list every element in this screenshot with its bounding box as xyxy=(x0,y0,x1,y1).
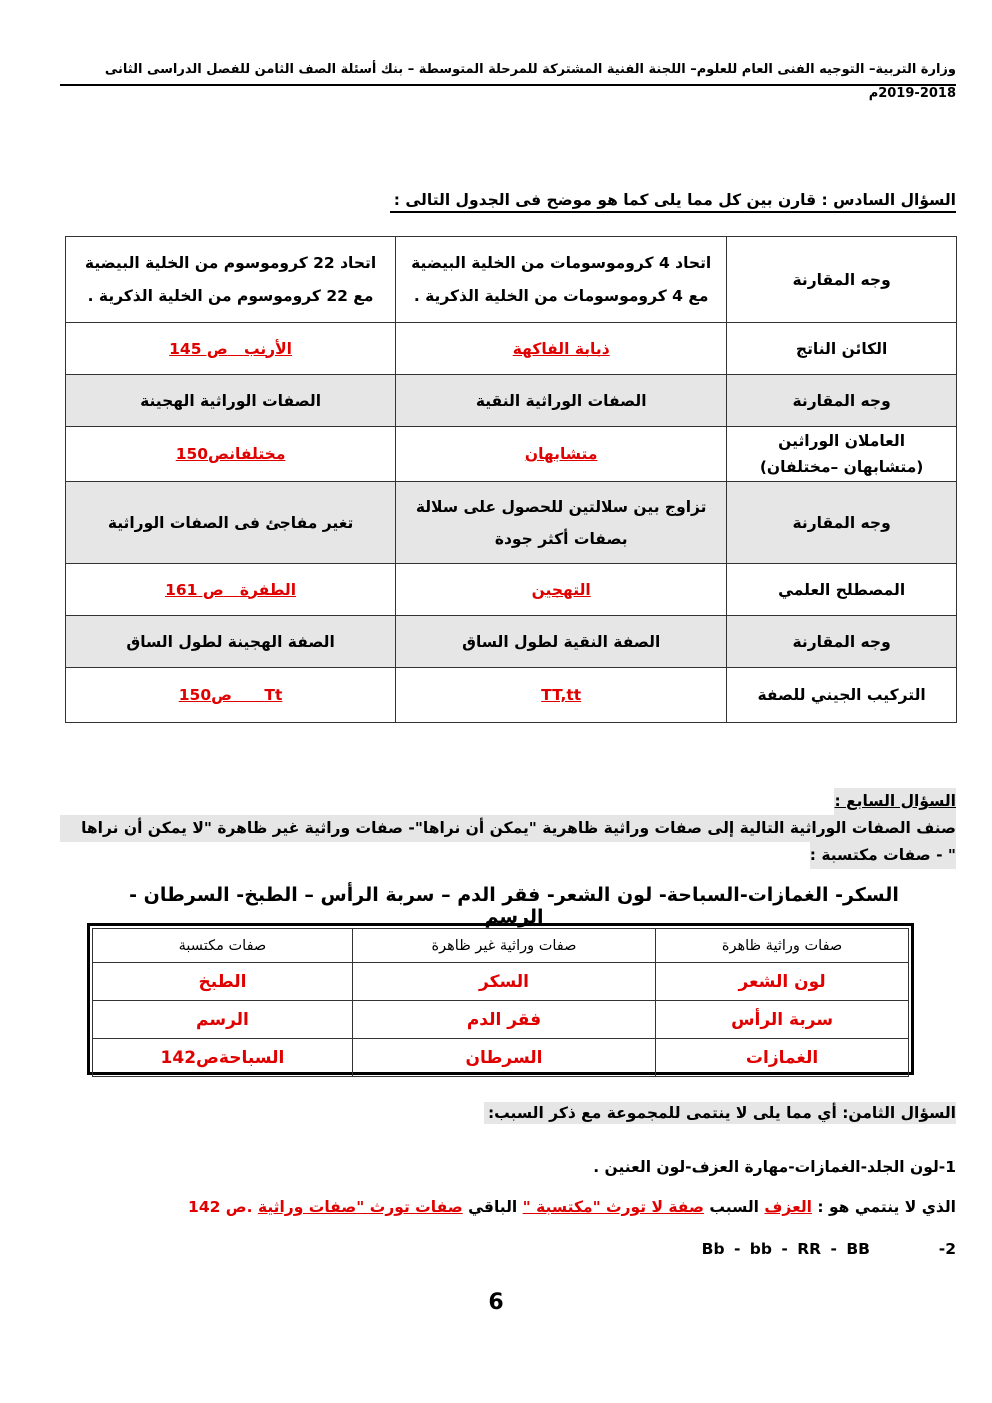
row-label: وجه المقارنة xyxy=(727,375,957,427)
reason-label: السبب xyxy=(709,1198,760,1216)
column-header: صفات وراثية ظاهرة xyxy=(656,929,909,963)
table-cell: الغمازات xyxy=(656,1039,909,1077)
page-ref: ص150 xyxy=(178,686,232,704)
cell-a xyxy=(396,427,727,482)
table-row xyxy=(93,1039,909,1077)
table-cell: الطبخ xyxy=(93,963,353,1001)
cell-b: تغير مفاجئ فى الصفات الوراثية xyxy=(66,482,396,564)
classification-table xyxy=(92,928,909,1077)
traits-list: السكر- الغمازات-السباحة- لون الشعر- فقر الدم – سربة الرأس – الطبخ- السرطان - الرسم xyxy=(129,884,899,928)
cell-line: تزاوج بين سلالتين للحصول على سلالة xyxy=(415,497,707,516)
row-label: وجه المقارنة xyxy=(727,237,957,323)
reason-text: صفة لا تورث "مكتسبة " xyxy=(522,1198,704,1216)
table-row xyxy=(66,668,957,723)
row-label: وجه المقارنة xyxy=(727,482,957,564)
cell-line: اتحاد 22 كروموسوم من الخلية البيضية xyxy=(84,253,377,272)
column-header: صفات مكتسبة xyxy=(93,929,353,963)
question-8-answer xyxy=(188,1198,956,1216)
table-row xyxy=(66,427,957,482)
question-7-line1: صنف الصفات الوراثية التالية إلى صفات وراثية ظاهرية "يمكن أن نراها"- صفات وراثية غير ظاهرة "لا يمكن أن نراها xyxy=(60,815,956,842)
cell-line: مع 4 كروموسومات من الخلية الذكرية . xyxy=(413,286,709,305)
question-8-item-1: 1-لون الجلد-الغمازات-مهارة العزف-لون العنين . xyxy=(593,1158,956,1176)
answer-word: الطفرة xyxy=(239,580,297,599)
answer-word: Tt xyxy=(264,686,283,704)
cell-b xyxy=(66,668,396,723)
row-label xyxy=(727,427,957,482)
column-header: صفات وراثية غير ظاهرة xyxy=(352,929,655,963)
table-cell: فقر الدم xyxy=(352,1001,655,1039)
table-row xyxy=(93,963,909,1001)
table-row xyxy=(66,482,957,564)
question-8-item-2 xyxy=(702,1240,956,1258)
label-line: العاملان الوراثين xyxy=(778,432,906,450)
page-ref: ص 161 xyxy=(165,580,224,599)
question-7-line2: " - صفات مكتسبة : xyxy=(810,842,956,869)
cell-b xyxy=(66,564,396,616)
cell-a xyxy=(396,482,727,564)
answer-text xyxy=(176,445,286,463)
table-row xyxy=(66,237,957,323)
cell-b xyxy=(66,323,396,375)
question-8-title: السؤال الثامن: أي مما يلى لا ينتمى للمجموعة مع ذكر السبب: xyxy=(484,1102,956,1124)
cell-b: الصفات الوراثية الهجينة xyxy=(66,375,396,427)
row-label: المصطلح العلمي xyxy=(727,564,957,616)
page-ref: .ص 142 xyxy=(188,1198,253,1216)
table-row xyxy=(66,375,957,427)
answer-text: التهجين xyxy=(531,580,591,599)
cell-b xyxy=(66,427,396,482)
cell-line: مع 22 كروموسوم من الخلية الذكرية . xyxy=(87,286,374,305)
row-label: الكائن الناتج xyxy=(727,323,957,375)
cell-a: الصفات الوراثية النقية xyxy=(396,375,727,427)
answer-word: الأرنب xyxy=(243,339,292,358)
page-ref: ص 145 xyxy=(169,339,228,358)
cell-line: اتحاد 4 كروموسومات من الخلية البيضية xyxy=(411,253,712,272)
cell-a xyxy=(396,564,727,616)
label-line: (متشابهان –مختلفان) xyxy=(759,458,924,476)
page-ref: ص150 xyxy=(175,445,230,463)
answer-text xyxy=(179,686,283,704)
cell-a: الصفة النقية لطول الساق xyxy=(396,616,727,668)
question-7-title: السؤال السابع : xyxy=(834,788,956,815)
rest-label: الباقي xyxy=(468,1198,518,1216)
answer-prefix: الذي لا ينتمي هو : xyxy=(817,1198,956,1216)
question-7 xyxy=(60,788,956,869)
question-6-title: السؤال السادس : قارن بين كل مما يلى كما هو موضح فى الجدول التالى : xyxy=(390,189,956,213)
page-header: وزارة التربية– التوجيه الفنى العام للعلوم– اللجنة الفنية المشتركة للمرحلة المتوسطة – بنك أسئلة الصف الثامن للفصل الدراسى الثانى 2018-2019م xyxy=(60,58,956,86)
table-cell: لون الشعر xyxy=(656,963,909,1001)
cell-a xyxy=(396,323,727,375)
table-header-row xyxy=(93,929,909,963)
row-label: وجه المقارنة xyxy=(727,616,957,668)
table-cell: سربة الرأس xyxy=(656,1001,909,1039)
classification-table-frame xyxy=(87,923,914,1075)
table-cell: السباحةص142 xyxy=(93,1039,353,1077)
page-number: 6 xyxy=(488,1290,504,1315)
answer-text: TT,tt xyxy=(541,686,582,704)
answer-text: متشابهان xyxy=(524,445,598,463)
cell-b xyxy=(66,237,396,323)
item-text: Bb - bb - RR - BB xyxy=(701,1240,870,1258)
cell-b: الصفة الهجينة لطول الساق xyxy=(66,616,396,668)
table-cell: الرسم xyxy=(93,1001,353,1039)
comparison-table xyxy=(65,236,957,723)
table-row xyxy=(66,616,957,668)
row-label: التركيب الجيني للصفة xyxy=(727,668,957,723)
answer-word: العزف xyxy=(764,1198,812,1216)
table-cell: السرطان xyxy=(352,1039,655,1077)
answer-word: مختلفان xyxy=(229,445,286,463)
rest-text: صفات تورث "صفات وراثية xyxy=(257,1198,463,1216)
table-row xyxy=(66,564,957,616)
answer-text: ذبابة الفاكهة xyxy=(512,339,610,358)
cell-a xyxy=(396,668,727,723)
answer-text xyxy=(169,340,292,358)
item-number: 2- xyxy=(938,1240,956,1258)
cell-a xyxy=(396,237,727,323)
cell-line: بصفات أكثر جودة xyxy=(494,529,628,548)
table-row xyxy=(93,1001,909,1039)
answer-text xyxy=(165,581,296,599)
table-row xyxy=(66,323,957,375)
table-cell: السكر xyxy=(352,963,655,1001)
